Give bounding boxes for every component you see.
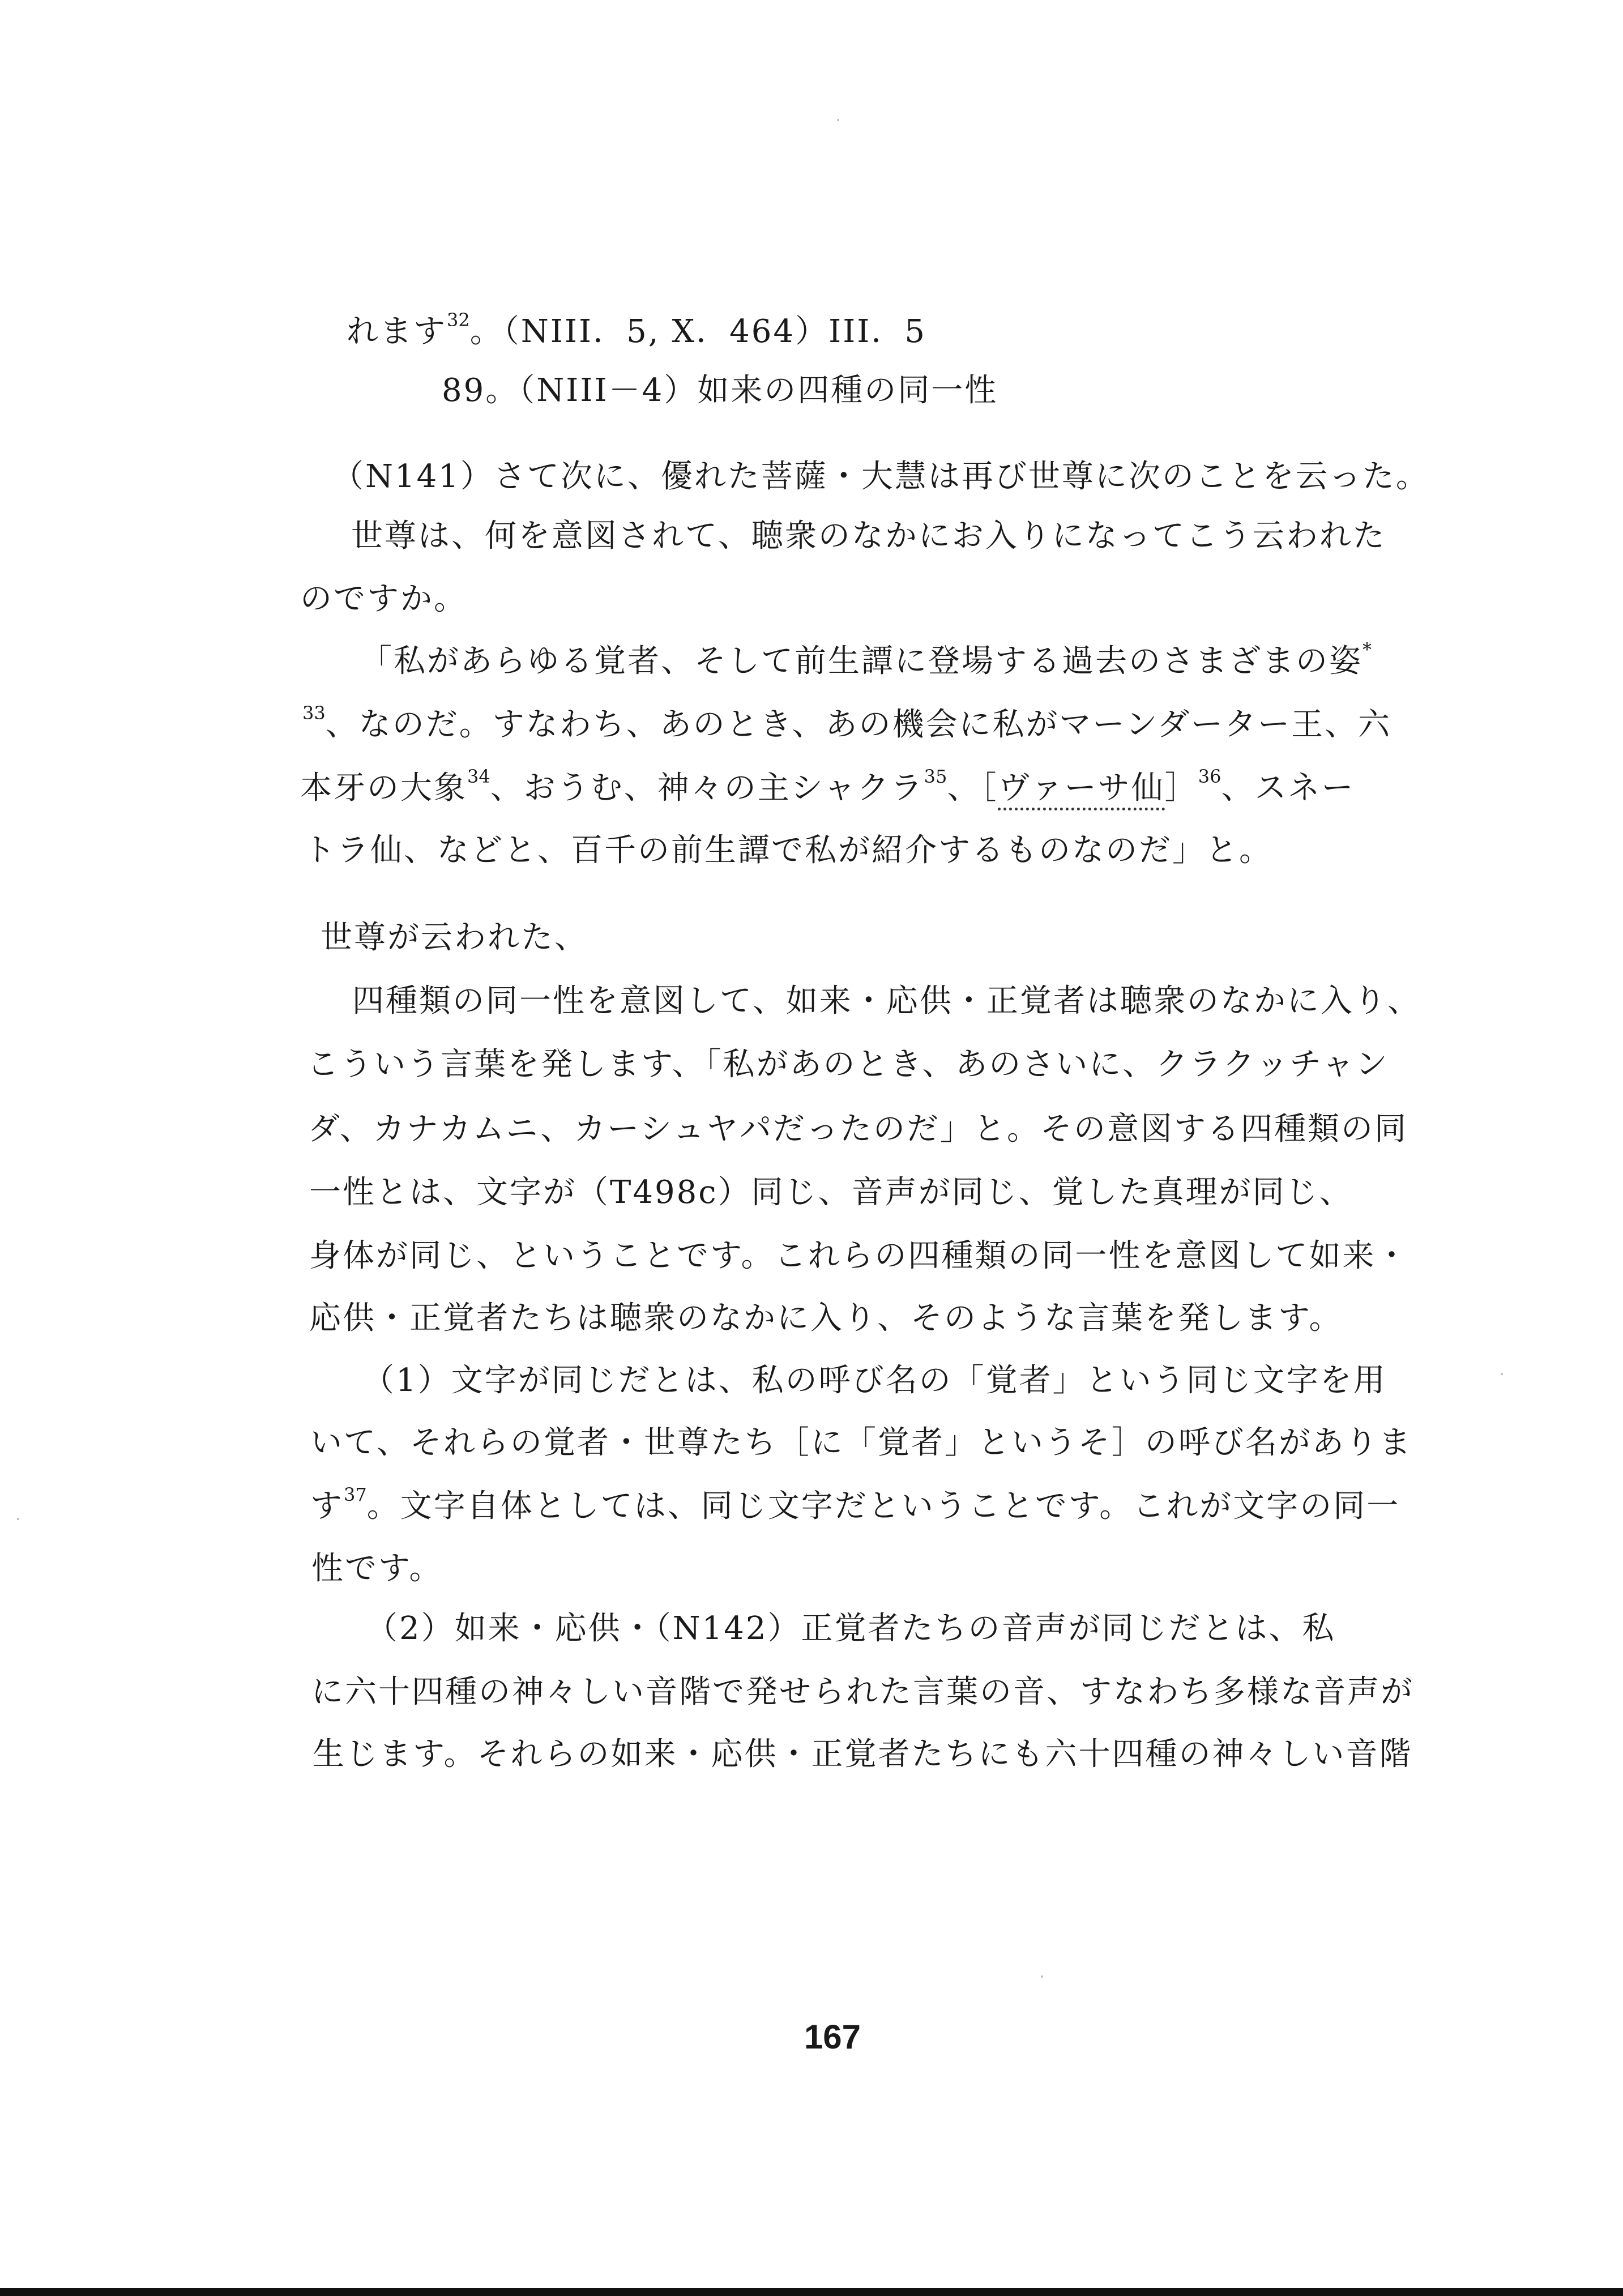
- text-line-9: [304, 828, 1272, 873]
- text-line-20: [311, 1546, 443, 1591]
- section-heading: [442, 368, 998, 413]
- text-line-7: [302, 702, 1391, 748]
- text-line-4: [351, 514, 1386, 559]
- footnote-ref: 37: [344, 1484, 367, 1505]
- text-segment: 世尊は、何を意図されて、聴衆のなかにお入りになってこう云われた: [351, 518, 1386, 554]
- text-segment: 89。（NIII－4）如来の四種の同一性: [442, 372, 998, 409]
- scan-speck: [837, 119, 839, 121]
- text-line-21: [366, 1606, 1336, 1651]
- text-line-18: [310, 1420, 1412, 1466]
- text-segment: れます: [347, 313, 447, 350]
- text-line-13: [308, 1107, 1408, 1152]
- footnote-ref: 33: [302, 702, 326, 724]
- text-segment: ］: [1164, 770, 1198, 806]
- text-segment: こういう言葉を発します、「私があのとき、あのさいに、クラクッチャン: [307, 1046, 1389, 1083]
- text-segment: 「私があらゆる覚者、そして前生譚に登場する過去のさまざまの姿: [360, 643, 1363, 680]
- text-line-15: [309, 1234, 1410, 1279]
- text-line-1: [347, 309, 926, 355]
- text-segment: （N141）さて次に、優れた菩薩・大慧は再び世尊に次のことを云った。: [332, 458, 1429, 495]
- text-segment: 、スネー: [1221, 770, 1355, 806]
- text-line-10: [321, 915, 588, 961]
- scan-speck: [1041, 1975, 1043, 1978]
- text-segment: 本牙の大象: [300, 770, 467, 806]
- text-segment: 、おうむ、神々の主シャクラ: [490, 770, 924, 806]
- text-segment: 応供・正覚者たちは聴衆のなかに入り、そのような言葉を発します。: [309, 1300, 1343, 1337]
- text-segment: いて、それらの覚者・世尊たち［に「覚者」というそ］の呼び名がありま: [310, 1424, 1412, 1461]
- text-segment: 、［: [947, 770, 998, 806]
- text-line-5: [300, 577, 467, 622]
- text-segment: 世尊が云われた、: [321, 919, 588, 956]
- footnote-ref: 36: [1198, 766, 1221, 787]
- text-segment: 性です。: [311, 1550, 443, 1587]
- page-number: 167: [804, 2018, 861, 2056]
- text-segment: 。文字自体としては、同じ文字だということです。これが文字の同一: [366, 1488, 1400, 1525]
- text-segment: （1）文字が同じだとは、私の呼び名の「覚者」という同じ文字を用: [362, 1362, 1387, 1399]
- dotted-underlined-term: ヴァーサ仙: [998, 770, 1164, 810]
- text-line-11: [352, 979, 1421, 1024]
- text-segment: に六十四種の神々しい音階で発せられた言葉の音、すなわち多様な音声が: [311, 1674, 1414, 1710]
- scan-speck: [1501, 1373, 1503, 1375]
- text-segment: ダ、カナカムニ、カーシュヤパだったのだ」と。その意図する四種類の同: [308, 1111, 1408, 1147]
- text-segment: のですか。: [300, 581, 467, 617]
- text-line-6: [360, 639, 1372, 684]
- text-segment: トラ仙、などと、百千の前生譚で私が紹介するものなのだ」と。: [304, 832, 1272, 869]
- text-segment: 四種類の同一性を意図して、如来・応供・正覚者は聴衆のなかに入り、: [352, 983, 1421, 1019]
- text-line-12: [307, 1042, 1389, 1087]
- scan-edge-bar: [0, 2288, 1623, 2296]
- scan-speck: [17, 1518, 19, 1520]
- text-segment: 生じます。それらの如来・応供・正覚者たちにも六十四種の神々しい音階: [313, 1736, 1413, 1773]
- footnote-ref: 32: [447, 309, 470, 331]
- footnote-ref: 34: [467, 766, 490, 787]
- text-segment: 、なのだ。すなわち、あのとき、あの機会に私がマーンダーター王、六: [325, 706, 1392, 743]
- text-line-22: [311, 1670, 1414, 1715]
- text-segment: 身体が同じ、ということです。これらの四種類の同一性を意図して如来・: [309, 1237, 1410, 1274]
- footnote-ref: 35: [924, 766, 947, 787]
- text-segment: 一性とは、文字が（T498c）同じ、音声が同じ、覚した真理が同じ、: [309, 1174, 1353, 1211]
- text-line-19: [310, 1484, 1400, 1529]
- text-segment: 。（NIII．5, X．464）III．5: [469, 313, 927, 350]
- text-line-17: [362, 1358, 1387, 1403]
- footnote-ref: *: [1363, 639, 1372, 660]
- text-segment: す: [310, 1488, 344, 1525]
- text-line-16: [309, 1296, 1343, 1341]
- text-line-8: [300, 766, 1355, 811]
- text-line-3: [332, 454, 1429, 500]
- text-line-14: [309, 1170, 1353, 1215]
- text-segment: （2）如来・応供・（N142）正覚者たちの音声が同じだとは、私: [366, 1610, 1336, 1647]
- text-line-23: [313, 1732, 1413, 1777]
